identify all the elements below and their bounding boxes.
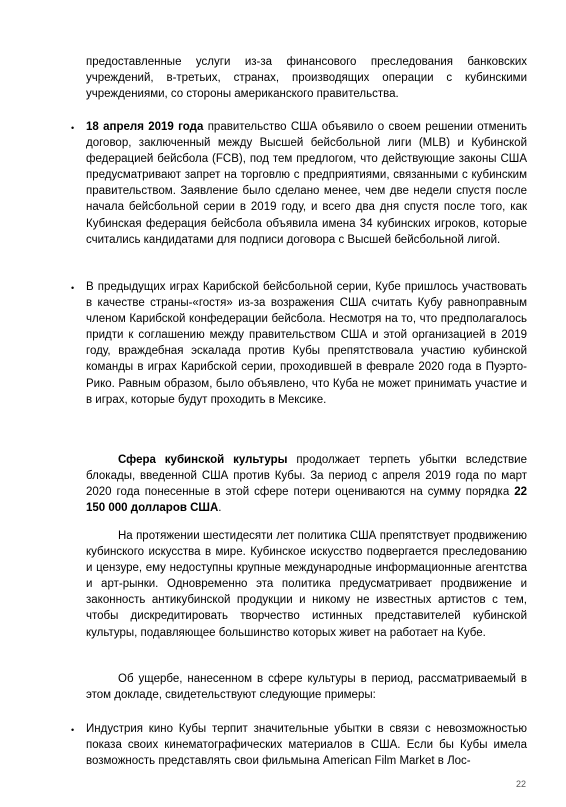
bullet-text: В предыдущих играх Карибской бейсбольной серии, Кубе пришлось участвовать в качестве страны-«гостя» из-за возражения США считать Кубу равноправным членом Карибской конфедерации бейсбола. Несмотря на то, что предполагалось придти к соглашению между правительством США и этой организацией в 2019 году, враждебная эскалада против Кубы препятствовала участию кубинской команды в играх Карибской серии, проходившей в феврале 2020 года в Пуэрто-Рико. Равным образом, было объявлено, что Куба не может принимать участие и в играх, которые будут проходить в Мексике. (86, 281, 527, 406)
bold-date: 18 апреля 2019 года (86, 121, 204, 133)
bullet-text: правительство США объявило о своем решении отменить договор, заключенный между Высшей бейсбольной лиги (MLB) и Кубинской федерацией бейсбола (FCB), под тем предлогом, что действующие законы США предусматривают запрет на торговлю с предприятиями, связанными с кубинским правительством. Заявление было сделано менее, чем две недели спустя после начала бейсбольной серии в 2019 году, и всего два дня спустя после того, как Кубинская федерация бейсбола объявила имена 34 кубинских игроков, которые считались кандидатами для подписи договора с Высшей бейсбольной лигой. (86, 121, 527, 246)
paragraph-text: На протяжении шестидесяти лет политика США препятствует продвижению кубинского искусства в мире. Кубинское искусство подвергается преследованию и цензуре, ему недоступны крупные международные информационные агентства и арт-рынки. Одновременно эта политика предусматривает продвижение и законность антикубинской продукции и никому не известных артистов с тем, чтобы дискредитировать творчество истинных представителей кубинской культуры, подавляющее большинство которых живет на работает на Кубе. (86, 530, 527, 639)
bold-amount: 22 150 000 долларов США (86, 486, 527, 515)
paragraph-us-policy (86, 528, 527, 641)
paragraph-continuation (86, 54, 527, 102)
page-number: 22 (515, 779, 526, 789)
paragraph-examples-intro (86, 671, 527, 703)
bullet-item-caribbean-series (86, 279, 527, 408)
bold-heading: Сфера кубинской культуры (118, 454, 288, 466)
bullet-item-baseball-contract (86, 119, 527, 248)
paragraph-text: продолжает терпеть убытки вследствие блокады, введенной США против Кубы. За период с апреля 2019 года по март 2020 года понесенные в этой сфере потери оцениваются на сумму порядка (86, 454, 527, 499)
paragraph-end: . (218, 502, 222, 515)
bullet-marker: • (71, 725, 75, 735)
paragraph-text: предоставленные услуги из-за финансового преследования банковских учреждений, в-третьих, странах, производящих операции с кубинскими учреждениями, со стороны американского правительства. (86, 56, 527, 101)
bullet-item-film-industry (86, 721, 527, 769)
paragraph-culture-sphere (86, 452, 527, 516)
paragraph-text: Об ущербе, нанесенном в сфере культуры в период, рассматриваемый в этом докладе, свидетельствуют следующие примеры: (86, 673, 527, 702)
bullet-marker: • (71, 283, 75, 293)
bullet-marker: • (71, 123, 75, 133)
bullet-text: Индустрия кино Кубы терпит значительные убытки в связи с невозможностью показа своих кинематографических материалов в США. Если бы Кубы имела возможность представлять свои фильмына American Film Market в Лос- (86, 723, 527, 768)
